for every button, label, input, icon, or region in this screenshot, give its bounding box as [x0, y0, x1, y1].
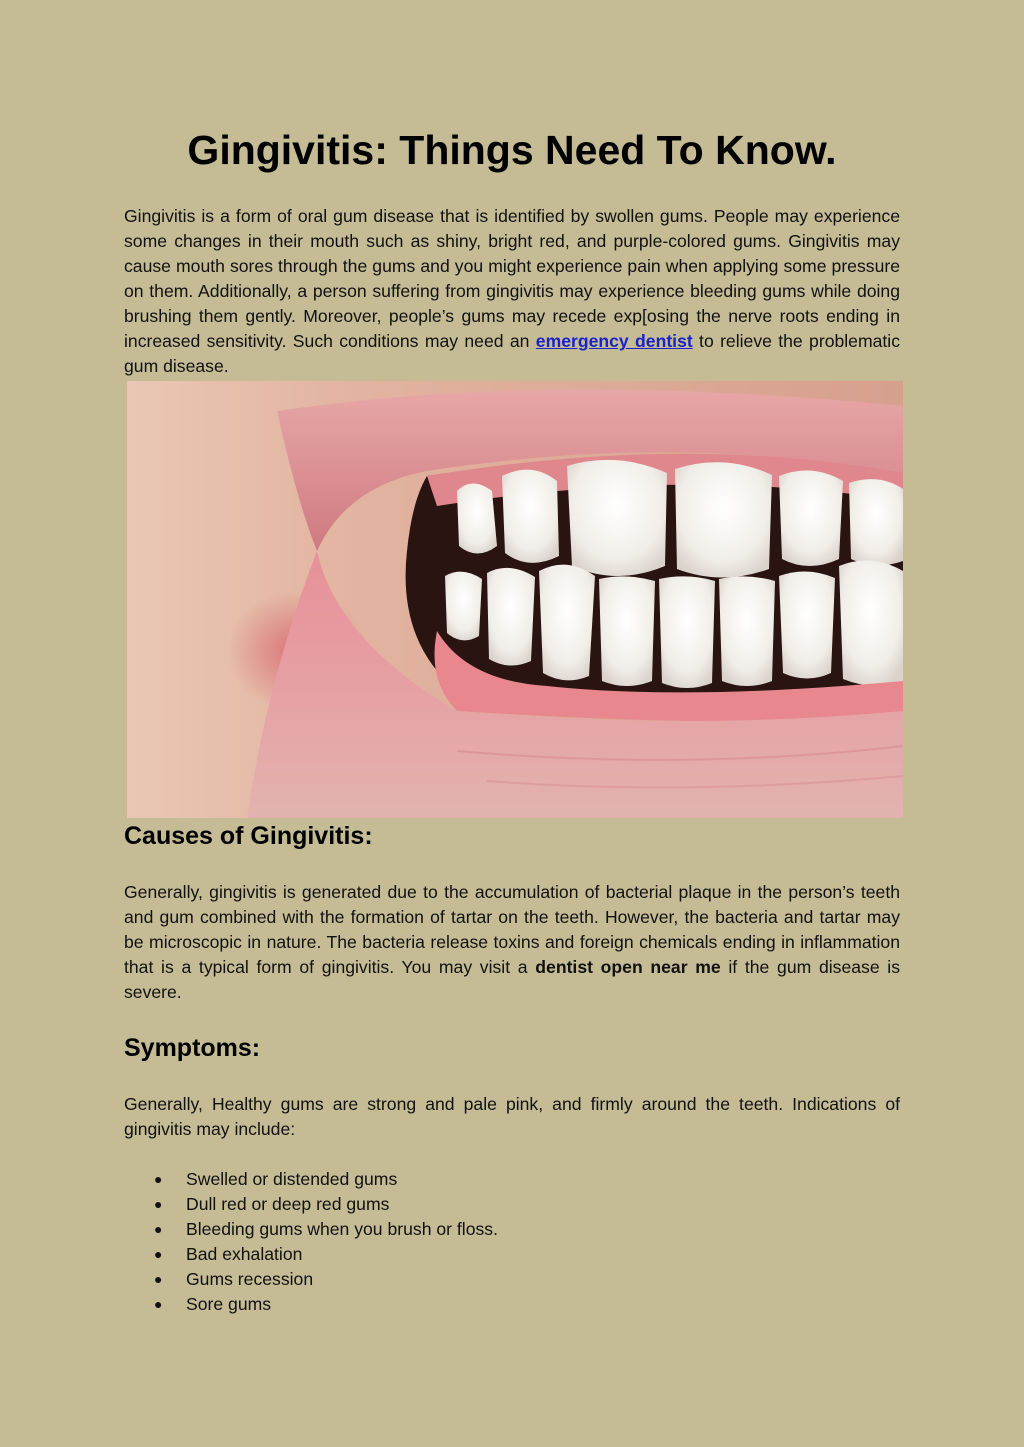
causes-paragraph — [124, 880, 900, 1005]
page-title: Gingivitis: Things Need To Know. — [187, 127, 837, 173]
causes-text-after-bold: if the gum disease is severe. — [124, 957, 901, 1002]
bullet-icon: ● — [154, 1221, 163, 1237]
causes-heading: Causes of Gingivitis: — [124, 822, 373, 850]
list-item — [154, 1192, 498, 1217]
intro-text-after-link: to relieve the problematic gum disease. — [124, 331, 900, 376]
list-item — [154, 1242, 498, 1267]
symptoms-intro-paragraph: Generally, Healthy gums are strong and pale pink, and firmly around the teeth. Indications of gingivitis may include: — [124, 1094, 900, 1139]
list-item-text: Swelled or distended gums — [186, 1169, 398, 1189]
intro-paragraph — [124, 204, 900, 379]
bullet-icon: ● — [154, 1196, 163, 1212]
symptoms-heading: Symptoms: — [124, 1034, 261, 1062]
list-item-text: Dull red or deep red gums — [186, 1194, 390, 1214]
bullet-icon: ● — [154, 1246, 163, 1262]
symptoms-list — [154, 1167, 498, 1317]
mouth-illustration — [127, 381, 903, 818]
dentist-open-near-me-text: dentist open near me — [535, 957, 721, 977]
list-item-text: Sore gums — [186, 1294, 272, 1314]
causes-text-before-bold: Generally, gingivitis is generated due to the accumulation of bacterial plaque in the person’s teeth and gum combined with the formation of tartar on the teeth. However, the bacteria and tartar may be microscopic in nature. The bacteria release toxins and foreign chemicals ending in inflammation that is a typical form of gingivitis. You may visit a — [124, 882, 900, 977]
intro-text-before-link: Gingivitis is a form of oral gum disease that is identified by swollen gums. People may experience some changes in their mouth such as shiny, bright red, and purple-colored gums. Gingivitis may cause mouth sores through the gums and you might experience pain when applying some pressure on them. Additionally, a person suffering from gingivitis may experience bleeding gums while doing brushing them gently. Moreover, people’s gums may recede exp[osing the nerve roots ending in increased sensitivity. Such conditions may need an — [124, 206, 900, 351]
list-item — [154, 1292, 498, 1317]
mouth-gums-teeth-photo — [127, 381, 903, 818]
bullet-icon: ● — [154, 1296, 163, 1312]
list-item — [154, 1267, 498, 1292]
list-item-text: Bleeding gums when you brush or floss. — [186, 1219, 498, 1239]
list-item-text: Gums recession — [186, 1269, 314, 1289]
bullet-icon: ● — [154, 1171, 163, 1187]
emergency-dentist-link[interactable]: emergency dentist — [535, 331, 693, 351]
bullet-icon: ● — [154, 1271, 163, 1287]
list-item — [154, 1167, 498, 1192]
list-item — [154, 1217, 498, 1242]
list-item-text: Bad exhalation — [186, 1244, 303, 1264]
